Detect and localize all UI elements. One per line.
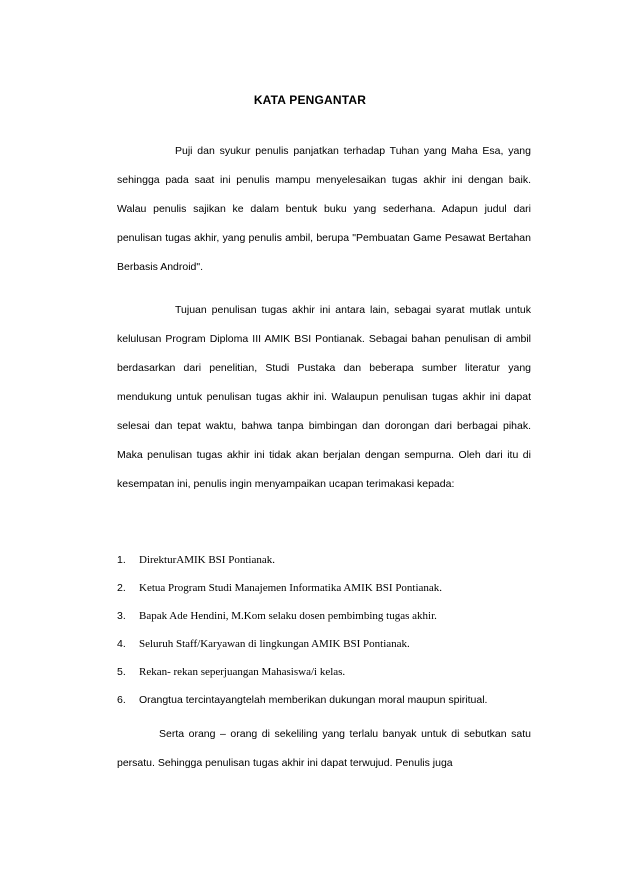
list-item-text: Orangtua tercintayangtelah memberikan dukungan moral maupun spiritual. (139, 694, 488, 706)
list-item-text: Ketua Program Studi Manajemen Informatika AMIK BSI Pontianak. (139, 582, 443, 594)
list-item-text: Rekan- rekan seperjuangan Mahasiswa/i kelas. (139, 666, 346, 678)
list-item-text: Bapak Ade Hendini, M.Kom selaku dosen pembimbing tugas akhir. (139, 610, 437, 622)
list-item-number: 5. (117, 666, 126, 678)
list-item (117, 630, 531, 658)
list-item-number: 2. (117, 582, 126, 594)
list-item-number: 6. (117, 694, 126, 706)
paragraph-2 (117, 296, 531, 499)
paragraph-1 (117, 137, 531, 282)
list-item-text: DirekturAMIK BSI Pontianak. (139, 554, 275, 566)
paragraph-2-text: Tujuan penulisan tugas akhir ini antara lain, sebagai syarat mutlak untuk kelulusan Program Diploma III AMIK BSI Pontianak. Sebagai bahan penulisan di ambil berdasarkan dari penelitian, Studi Pustaka dan beberapa sumber literatur yang mendukung untuk penulisan tugas akhir ini. Walaupun penulisan tugas akhir ini dapat selesai dan tepat waktu, bahwa tanpa bimbingan dan dorongan dari berbagai pihak. Maka penulisan tugas akhir ini tidak akan berjalan dengan sempurna. Oleh dari itu di kesempatan ini, penulis ingin menyampaikan ucapan terimakasi kepada: (117, 304, 531, 490)
closing-paragraph-text: Serta orang – orang di sekeliling yang terlalu banyak untuk di sebutkan satu persatu. Sehingga penulisan tugas akhir ini dapat terwujud. Penulis juga (117, 728, 531, 769)
list-item-number: 4. (117, 638, 126, 650)
list-item (117, 658, 531, 686)
list-item-number: 1. (117, 554, 126, 566)
paragraph-1-text: Puji dan syukur penulis panjatkan terhadap Tuhan yang Maha Esa, yang sehingga pada saat ini penulis mampu menyelesaikan tugas akhir ini dengan baik. Walau penulis sajikan ke dalam bentuk buku yang sederhana. Adapun judul dari penulisan tugas akhir, yang penulis ambil, berupa "Pembuatan Game Pesawat Bertahan Berbasis Android". (117, 145, 531, 273)
closing-paragraph (117, 720, 531, 778)
list-item-text: Seluruh Staff/Karyawan di lingkungan AMIK BSI Pontianak. (139, 638, 410, 650)
list-item (117, 546, 531, 574)
page-title: KATA PENGANTAR (253, 93, 367, 107)
list-item (117, 686, 531, 714)
list-item (117, 574, 531, 602)
thanks-list (117, 546, 531, 714)
list-item-number: 3. (117, 610, 126, 622)
list-item (117, 602, 531, 630)
